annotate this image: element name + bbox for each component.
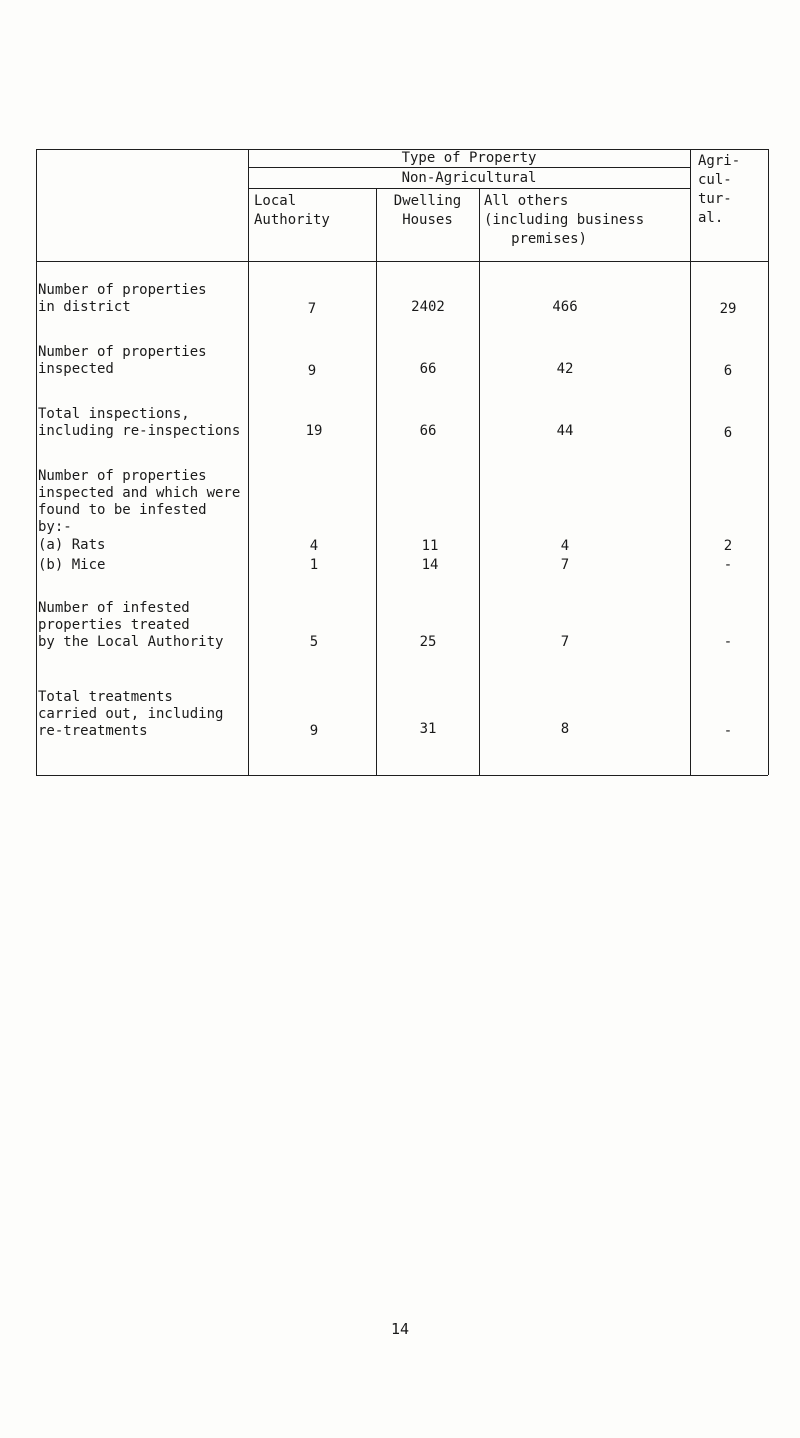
row-label-properties-in-district: Number of properties in district <box>38 282 207 315</box>
cell-dwelling-houses: 66 <box>419 361 437 377</box>
cell-all-others: 42 <box>556 361 574 377</box>
cell-local-authority: 19 <box>305 423 323 439</box>
dwelling-houses-heading: Dwelling Houses <box>393 193 462 228</box>
cell-agricultural: - <box>723 723 733 739</box>
cell-agricultural: 6 <box>723 425 733 441</box>
col-divider-dwelling <box>479 188 480 775</box>
local-authority-heading: Local Authority <box>254 193 330 228</box>
cell-dwelling-houses: 14 <box>421 557 439 573</box>
col-divider-label <box>248 149 249 775</box>
nonagri-underline <box>248 188 690 189</box>
right-border <box>768 149 769 775</box>
cell-all-others: 7 <box>560 634 570 650</box>
col-divider-others <box>690 149 691 775</box>
cell-dwelling-houses: 66 <box>419 423 437 439</box>
non-agricultural-heading: Non-Agricultural <box>401 170 537 186</box>
row-label-rats: (a) Rats <box>38 537 106 553</box>
cell-all-others: 4 <box>560 538 570 554</box>
left-border <box>36 149 37 775</box>
cell-local-authority: 9 <box>307 363 317 379</box>
cell-dwelling-houses: 2402 <box>411 299 445 315</box>
header-bottom-border <box>36 261 768 262</box>
type-of-property-heading: Type of Property <box>401 150 537 166</box>
cell-agricultural: - <box>723 634 733 650</box>
row-label-total-treatments: Total treatments carried out, including re-treatments <box>38 689 224 739</box>
all-others-heading: All others (including business premises) <box>484 193 645 247</box>
cell-agricultural: 29 <box>719 301 737 317</box>
cell-local-authority: 7 <box>307 301 317 317</box>
cell-agricultural: 2 <box>723 538 733 554</box>
row-label-total-inspections: Total inspections, including re-inspections <box>38 406 241 439</box>
page-number: 14 <box>390 1320 410 1338</box>
cell-all-others: 8 <box>560 721 570 737</box>
cell-local-authority: 5 <box>309 634 319 650</box>
col-divider-local <box>376 188 377 775</box>
cell-dwelling-houses: 11 <box>421 538 439 554</box>
row-label-properties-treated: Number of infested properties treated by the Local Authority <box>38 600 224 650</box>
cell-dwelling-houses: 31 <box>419 721 437 737</box>
cell-local-authority: 9 <box>309 723 319 739</box>
cell-agricultural: 6 <box>723 363 733 379</box>
table-bottom-border <box>36 775 768 776</box>
cell-all-others: 44 <box>556 423 574 439</box>
row-label-properties-inspected: Number of properties inspected <box>38 344 207 377</box>
row-label-mice: (b) Mice <box>38 557 106 573</box>
cell-local-authority: 4 <box>309 538 319 554</box>
row-label-properties-infested: Number of properties inspected and which were found to be infested by:- <box>38 468 241 535</box>
cell-local-authority: 1 <box>309 557 319 573</box>
cell-all-others: 466 <box>552 299 578 315</box>
cell-agricultural: - <box>723 557 733 573</box>
cell-dwelling-houses: 25 <box>419 634 437 650</box>
agricultural-heading: Agri- cul- tur- al. <box>698 153 741 226</box>
cell-all-others: 7 <box>560 557 570 573</box>
